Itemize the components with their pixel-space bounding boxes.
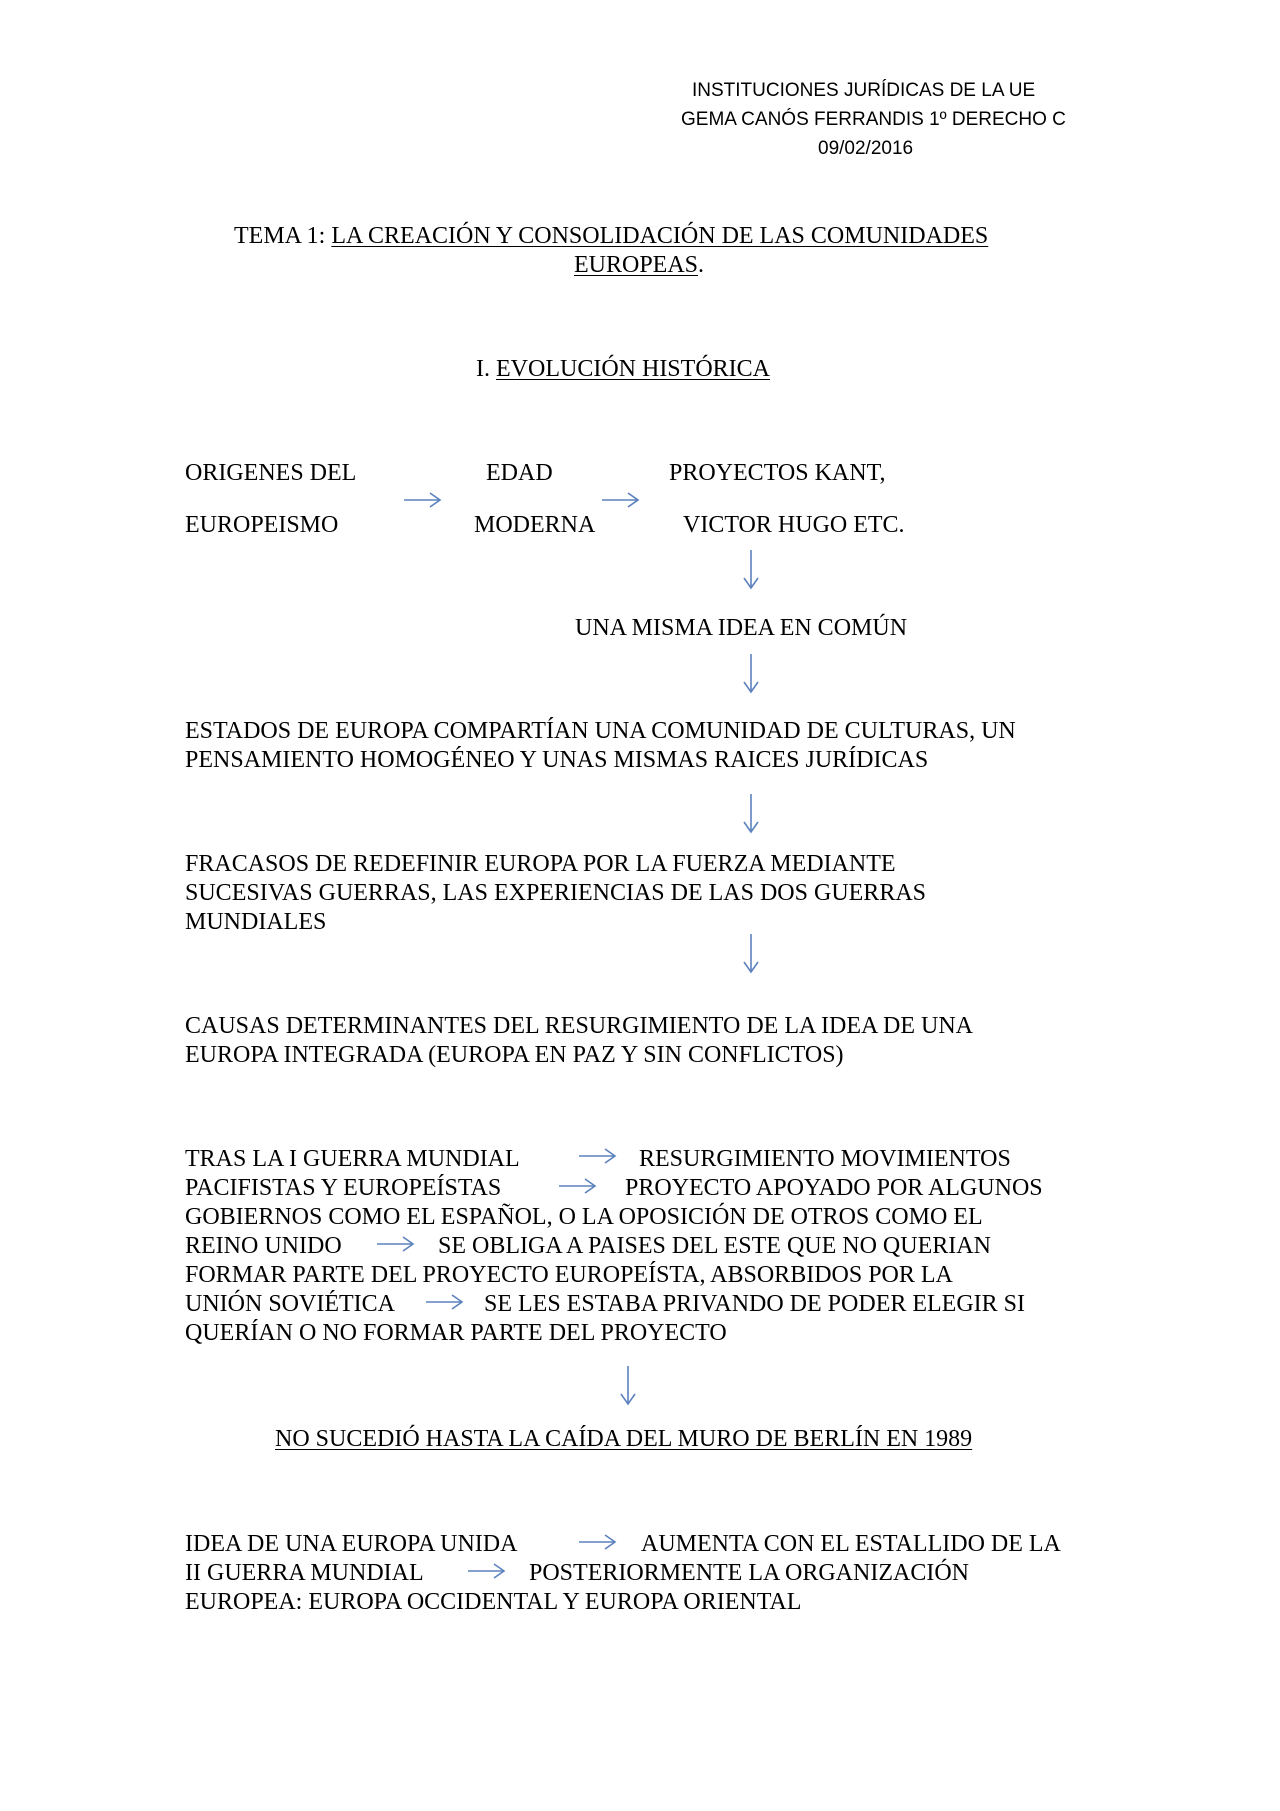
arrow-right-icon	[466, 1561, 508, 1581]
title-suffix: .	[698, 252, 705, 278]
flow-proyectos-top: PROYECTOS KANT,	[669, 460, 886, 486]
arrow-right-icon	[577, 1532, 619, 1552]
section-heading	[476, 355, 770, 384]
flow-origenes-bottom: EUROPEISMO	[185, 512, 339, 538]
flow-edad-bottom: MODERNA	[474, 512, 596, 538]
arrow-right-icon	[424, 1292, 466, 1312]
flow-fracasos-line-1: FRACASOS DE REDEFINIR EUROPA POR LA FUERZA MEDIANTE	[185, 851, 896, 877]
tras-line-2b: PROYECTO APOYADO POR ALGUNOS	[625, 1175, 1043, 1201]
flow-idea-comun: UNA MISMA IDEA EN COMÚN	[575, 615, 908, 641]
arrow-right-icon	[557, 1176, 599, 1196]
section-title: EVOLUCIÓN HISTÓRICA	[496, 356, 770, 382]
arrow-down-icon	[741, 652, 761, 696]
flow-origenes-top: ORIGENES DEL	[185, 460, 357, 486]
arrow-right-icon	[375, 1234, 417, 1254]
flow-proyectos-bottom: VICTOR HUGO ETC.	[683, 512, 905, 538]
flow-causas-line-1: CAUSAS DETERMINANTES DEL RESURGIMIENTO DE LA IDEA DE UNA	[185, 1013, 973, 1039]
arrow-right-icon	[577, 1146, 619, 1166]
idea-line-2b: POSTERIORMENTE LA ORGANIZACIÓN	[529, 1560, 969, 1586]
tras-line-2a: PACIFISTAS Y EUROPEÍSTAS	[185, 1175, 502, 1201]
tras-line-1a: TRAS LA I GUERRA MUNDIAL	[185, 1146, 520, 1172]
tras-line-4b: SE OBLIGA A PAISES DEL ESTE QUE NO QUERIAN	[438, 1233, 991, 1259]
header-course: INSTITUCIONES JURÍDICAS DE LA UE	[692, 80, 1036, 101]
title-prefix: TEMA 1:	[234, 223, 332, 249]
arrow-down-icon	[741, 932, 761, 976]
flow-fracasos-line-2: SUCESIVAS GUERRAS, LAS EXPERIENCIAS DE LAS DOS GUERRAS	[185, 880, 926, 906]
arrow-down-icon	[741, 792, 761, 836]
tras-line-3: GOBIERNOS COMO EL ESPAÑOL, O LA OPOSICIÓN DE OTROS COMO EL	[185, 1204, 983, 1230]
tras-line-4a: REINO UNIDO	[185, 1233, 342, 1259]
arrow-down-icon	[741, 548, 761, 592]
tras-line-6b: SE LES ESTABA PRIVANDO DE PODER ELEGIR SI	[484, 1291, 1026, 1317]
title-text-2: EUROPEAS	[574, 252, 699, 278]
title-line-1	[234, 222, 988, 251]
header-author: GEMA CANÓS FERRANDIS 1º DERECHO C	[681, 109, 1066, 130]
header-date: 09/02/2016	[818, 138, 914, 159]
berlin-statement: NO SUCEDIÓ HASTA LA CAÍDA DEL MURO DE BERLÍN EN 1989	[275, 1426, 973, 1452]
flow-fracasos-line-3: MUNDIALES	[185, 909, 327, 935]
idea-line-1a: IDEA DE UNA EUROPA UNIDA	[185, 1531, 518, 1557]
idea-line-1b: AUMENTA CON EL ESTALLIDO DE LA	[641, 1531, 1061, 1557]
title-text-1: LA CREACIÓN Y CONSOLIDACIÓN DE LAS COMUNIDADES	[331, 223, 989, 249]
arrow-down-icon	[618, 1364, 638, 1408]
section-prefix: I.	[476, 356, 496, 382]
arrow-right-icon	[600, 490, 642, 510]
tras-line-7: QUERÍAN O NO FORMAR PARTE DEL PROYECTO	[185, 1320, 727, 1346]
arrow-right-icon	[402, 490, 444, 510]
flow-edad-top: EDAD	[486, 460, 553, 486]
tras-line-6a: UNIÓN SOVIÉTICA	[185, 1291, 395, 1317]
flow-causas-line-2: EUROPA INTEGRADA (EUROPA EN PAZ Y SIN CONFLICTOS)	[185, 1042, 844, 1068]
flow-estados-line-1: ESTADOS DE EUROPA COMPARTÍAN UNA COMUNIDAD DE CULTURAS, UN	[185, 718, 1016, 744]
flow-estados-line-2: PENSAMIENTO HOMOGÉNEO Y UNAS MISMAS RAICES JURÍDICAS	[185, 747, 929, 773]
tras-line-5: FORMAR PARTE DEL PROYECTO EUROPEÍSTA, ABSORBIDOS POR LA	[185, 1262, 953, 1288]
idea-line-3: EUROPEA: EUROPA OCCIDENTAL Y EUROPA ORIENTAL	[185, 1589, 802, 1615]
idea-line-2a: II GUERRA MUNDIAL	[185, 1560, 424, 1586]
title-line-2	[574, 251, 704, 280]
tras-line-1b: RESURGIMIENTO MOVIMIENTOS	[639, 1146, 1011, 1172]
